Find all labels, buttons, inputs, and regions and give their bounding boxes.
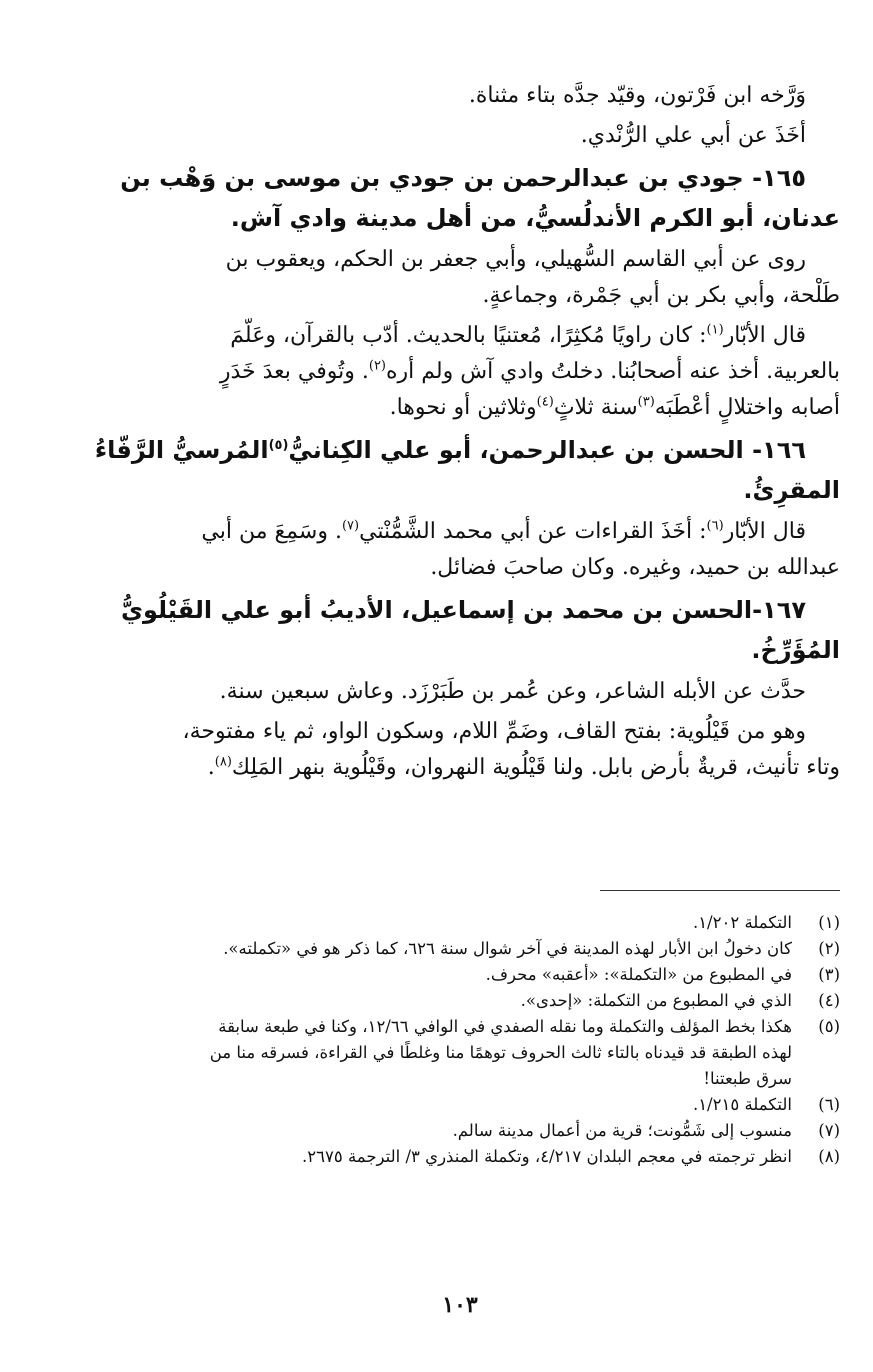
text-line — [80, 630, 840, 670]
footnote-number: (٦) — [818, 1095, 840, 1114]
footnote-line: منسوب إلى شَمُّونت؛ قرية من أعمال مدينة سالم. — [452, 1121, 792, 1140]
text-line — [80, 514, 840, 550]
footnote-number: (٢) — [818, 939, 840, 958]
paragraph — [80, 514, 840, 586]
text-line — [80, 390, 840, 426]
text-segment: المقرِئُ. — [743, 476, 840, 504]
footnote-line: التكملة ١/٢١٥. — [692, 1095, 792, 1114]
footnote-item — [80, 1014, 840, 1092]
text-line — [80, 118, 840, 154]
page-number: ١٠٣ — [442, 1292, 478, 1318]
text-line — [80, 278, 840, 314]
text-line — [80, 158, 840, 198]
text-line — [80, 470, 840, 510]
footnote-number: (٧) — [818, 1121, 840, 1140]
text-segment: : كان راويًا مُكثِرًا، مُعتنيًا بالحديث. أدّب بالقرآن، وعَلَّمَ — [230, 323, 707, 348]
book-page — [80, 78, 840, 1338]
footnote-number: (٣) — [818, 965, 840, 984]
text-segment: روى عن أبي القاسم السُّهيلي، وأبي جعفر بن الحكم، ويعقوب بن — [225, 247, 806, 272]
footnote-line: في المطبوع من «التكملة»: «أعقبه» محرف. — [485, 965, 792, 984]
footnote-line: الذي في المطبوع من التكملة: «إحدى». — [520, 991, 792, 1010]
footnote-text — [80, 1144, 792, 1170]
footnote-ref: (٣) — [637, 394, 655, 410]
text-segment: المُرسيُّ الرَّفّاءُ — [94, 436, 269, 464]
footnote-ref: (٤) — [536, 394, 554, 410]
footnote-ref: (٦) — [706, 518, 724, 534]
text-line — [80, 318, 840, 354]
text-segment: المُؤَرِّخُ. — [751, 636, 840, 664]
footnotes — [80, 910, 840, 1170]
footnote-text — [80, 1092, 792, 1118]
text-segment: ١٦٥- جودي بن عبدالرحمن بن جودي بن موسى بن وَهْب بن — [120, 164, 806, 192]
text-line — [80, 674, 840, 710]
paragraph — [80, 118, 840, 154]
text-segment: قال الأبّار — [723, 323, 806, 348]
footnote-item — [80, 1144, 840, 1170]
footnote-item — [80, 1118, 840, 1144]
text-segment: . وسَمِعَ من أبي — [201, 519, 342, 544]
footnote-line: لهذه الطبقة قد قيدناه بالتاء ثالث الحروف توهمًا منا وغلطًا في القراءة، فسرقه منا من — [209, 1043, 792, 1062]
footnote-number: (٨) — [818, 1147, 840, 1166]
footnote-ref: (١) — [706, 322, 724, 338]
text-segment: وَرَّخه ابن فَرْتون، وقيّد جدَّه بتاء مثناة. — [468, 83, 806, 108]
footnote-text — [80, 936, 792, 962]
paragraph — [80, 242, 840, 314]
footnote-text — [80, 910, 792, 936]
text-segment: وتاء تأنيث، قريةٌ بأرض بابل. ولنا قَيْلُوية النهروان، وقَيْلُوية بنهر المَلِك — [231, 755, 840, 780]
footnote-line: التكملة ١/٢٠٢. — [692, 913, 792, 932]
footnote-number: (٥) — [818, 1017, 840, 1036]
footnote-line: هكذا بخط المؤلف والتكملة وما نقله الصفدي في الوافي ١٢/٦٦، وكنا في طبعة سابقة — [218, 1017, 792, 1036]
biography-heading — [80, 158, 840, 238]
text-segment: وثلاثين أو نحوها. — [389, 395, 537, 420]
footnote-ref: (٨) — [214, 754, 232, 770]
footnote-number: (٤) — [818, 991, 840, 1010]
text-line — [80, 550, 840, 586]
text-segment: قال الأبّار — [723, 519, 806, 544]
paragraph — [80, 318, 840, 426]
text-line — [80, 430, 840, 470]
text-segment: طَلْحة، وأبي بكر بن أبي جَمْرة، وجماعةٍ. — [482, 283, 840, 308]
footnote-ref: (٧) — [341, 518, 360, 534]
paragraph — [80, 714, 840, 786]
footnote-text — [80, 962, 792, 988]
footnote-item — [80, 988, 840, 1014]
footnote-divider — [600, 890, 840, 891]
biography-heading — [80, 430, 840, 510]
footnote-text — [80, 988, 792, 1014]
text-line — [80, 590, 840, 630]
footnote-item — [80, 910, 840, 936]
text-line — [80, 242, 840, 278]
footnote-item — [80, 962, 840, 988]
footnote-line: انظر ترجمته في معجم البلدان ٤/٢١٧، وتكملة المنذري ٣/ الترجمة ٢٦٧٥. — [302, 1147, 792, 1166]
main-text — [80, 78, 840, 786]
text-line — [80, 198, 840, 238]
footnote-item — [80, 1092, 840, 1118]
text-segment: عدنان، أبو الكرم الأندلُسيُّ، من أهل مدينة وادي آش. — [230, 204, 840, 232]
text-line — [80, 78, 840, 114]
text-segment: ١٦٧-الحسن بن محمد بن إسماعيل، الأديبُ أبو علي القَيْلُويُّ — [120, 596, 806, 624]
text-segment: ١٦٦- الحسن بن عبدالرحمن، أبو علي الكِنانيُّ — [288, 436, 806, 464]
text-line — [80, 354, 840, 390]
text-segment: عبدالله بن حميد، وغيره. وكان صاحبَ فضائل. — [430, 555, 840, 580]
footnote-ref: (٢) — [368, 358, 386, 374]
text-segment: : أخَذَ القراءات عن أبي محمد الشَّمُّنْتي — [359, 519, 707, 544]
paragraph — [80, 674, 840, 710]
text-segment: أخَذَ عن أبي علي الرُّنْدي. — [580, 123, 806, 148]
footnote-ref: (٥) — [268, 438, 289, 453]
biography-heading — [80, 590, 840, 670]
footnote-text — [80, 1014, 792, 1092]
text-segment: . وتُوفي بعدَ خَدَرٍ — [219, 359, 369, 384]
footnote-line: سرق طبعتنا! — [703, 1069, 792, 1088]
text-segment: سنة ثلاثٍ — [553, 395, 638, 420]
text-segment: وهو من قَيْلُوية: بفتح القاف، وضَمِّ اللام، وسكون الواو، ثم ياء مفتوحة، — [182, 719, 806, 744]
text-segment: أصابه واختلالٍ أعْطَبَه — [654, 395, 840, 420]
footnote-item — [80, 936, 840, 962]
text-segment: حدَّث عن الأبله الشاعر، وعن عُمر بن طَبَرْزَد. وعاش سبعين سنة. — [219, 679, 806, 704]
text-segment: . — [207, 755, 215, 780]
footnote-number: (١) — [818, 913, 840, 932]
text-segment: بالعربية. أخذ عنه أصحابُنا. دخلتُ وادي آش ولم أره — [386, 359, 840, 384]
text-line — [80, 714, 840, 750]
footnote-text — [80, 1118, 792, 1144]
paragraph — [80, 78, 840, 114]
text-line — [80, 750, 840, 786]
footnote-line: كان دخولُ ابن الأبار لهذه المدينة في آخر شوال سنة ٦٢٦، كما ذكر هو في «تكملته». — [223, 939, 792, 958]
